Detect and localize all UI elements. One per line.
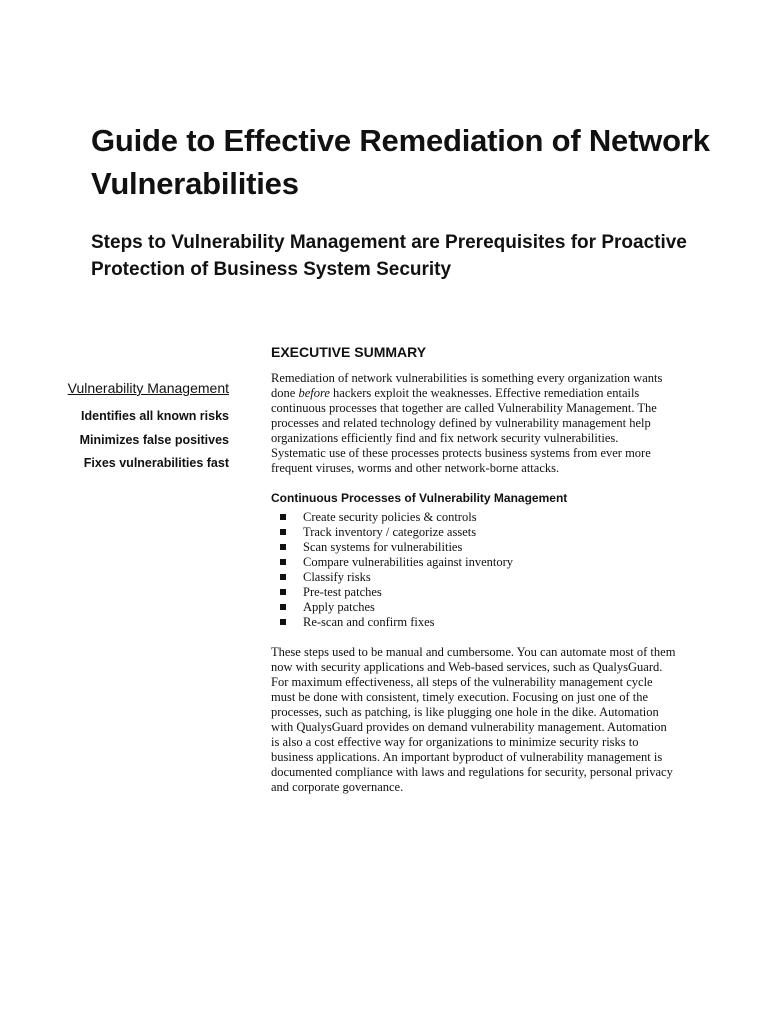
document-title: Guide to Effective Remediation of Network Vulnerabilities xyxy=(91,123,710,201)
document-subtitle: Steps to Vulnerability Management are Prerequisites for Proactive Protection of Business System Security xyxy=(91,232,687,280)
intro-text-end: hackers exploit the weaknesses. Effective remediation entails continuous processes that together are called Vulnerability Management. The processes and related technology defined by vulnerability management help organizations efficiently find and fix network security vulnerabilities. Systematic use of these processes protects business systems from ever more frequent viruses, worms and other network-borne attacks. xyxy=(271,386,657,475)
intro-paragraph xyxy=(271,371,676,476)
process-label: Pre-test patches xyxy=(303,585,382,599)
square-bullet-icon xyxy=(280,574,286,580)
closing-paragraph: These steps used to be manual and cumbersome. You can automate most of them now with security applications and Web-based services, such as QualysGuard. For maximum effectiveness, all steps of the vulnerability management cycle must be done with consistent, timely execution. Focusing on just one of the processes, such as patching, is like plugging one hole in the dike. Automation with QualysGuard provides on demand vulnerability management. Automation is also a cost effective way for organizations to minimize security risks to business applications. An important byproduct of vulnerability management is documented compliance with laws and regulations for security, personal privacy and corporate governance. xyxy=(271,645,676,794)
square-bullet-icon xyxy=(280,559,286,565)
square-bullet-icon xyxy=(280,544,286,550)
intro-text-start: Remediation of network vulnerabilities is something every organization wants done xyxy=(271,371,663,400)
list-item xyxy=(271,570,676,585)
process-label: Compare vulnerabilities against inventory xyxy=(303,555,514,569)
sidebar-point: Identifies all known risks xyxy=(81,409,229,423)
sidebar-callout xyxy=(40,379,229,479)
square-bullet-icon xyxy=(280,619,286,625)
square-bullet-icon xyxy=(280,514,286,520)
process-label: Create security policies & controls xyxy=(303,510,477,524)
process-label: Classify risks xyxy=(303,570,371,584)
processes-heading: Continuous Processes of Vulnerability Management xyxy=(271,491,568,505)
executive-summary-section xyxy=(271,343,676,795)
list-item xyxy=(271,525,676,540)
list-item xyxy=(271,510,676,525)
sidebar-point: Minimizes false positives xyxy=(79,432,229,447)
square-bullet-icon xyxy=(280,529,286,535)
list-item xyxy=(271,555,676,570)
sidebar-heading: Vulnerability Management xyxy=(67,380,229,396)
list-item xyxy=(271,585,676,600)
list-item xyxy=(271,600,676,615)
section-heading: EXECUTIVE SUMMARY xyxy=(271,344,427,360)
square-bullet-icon xyxy=(280,589,286,595)
process-label: Re-scan and confirm fixes xyxy=(303,615,435,629)
list-item xyxy=(271,540,676,555)
process-label: Apply patches xyxy=(303,600,375,614)
intro-emphasis: before xyxy=(298,386,330,400)
list-item xyxy=(271,615,676,630)
square-bullet-icon xyxy=(280,604,286,610)
process-label: Track inventory / categorize assets xyxy=(303,525,477,539)
sidebar-point: Fixes vulnerabilities fast xyxy=(83,456,229,470)
process-list xyxy=(271,510,676,630)
process-label: Scan systems for vulnerabilities xyxy=(303,540,463,554)
